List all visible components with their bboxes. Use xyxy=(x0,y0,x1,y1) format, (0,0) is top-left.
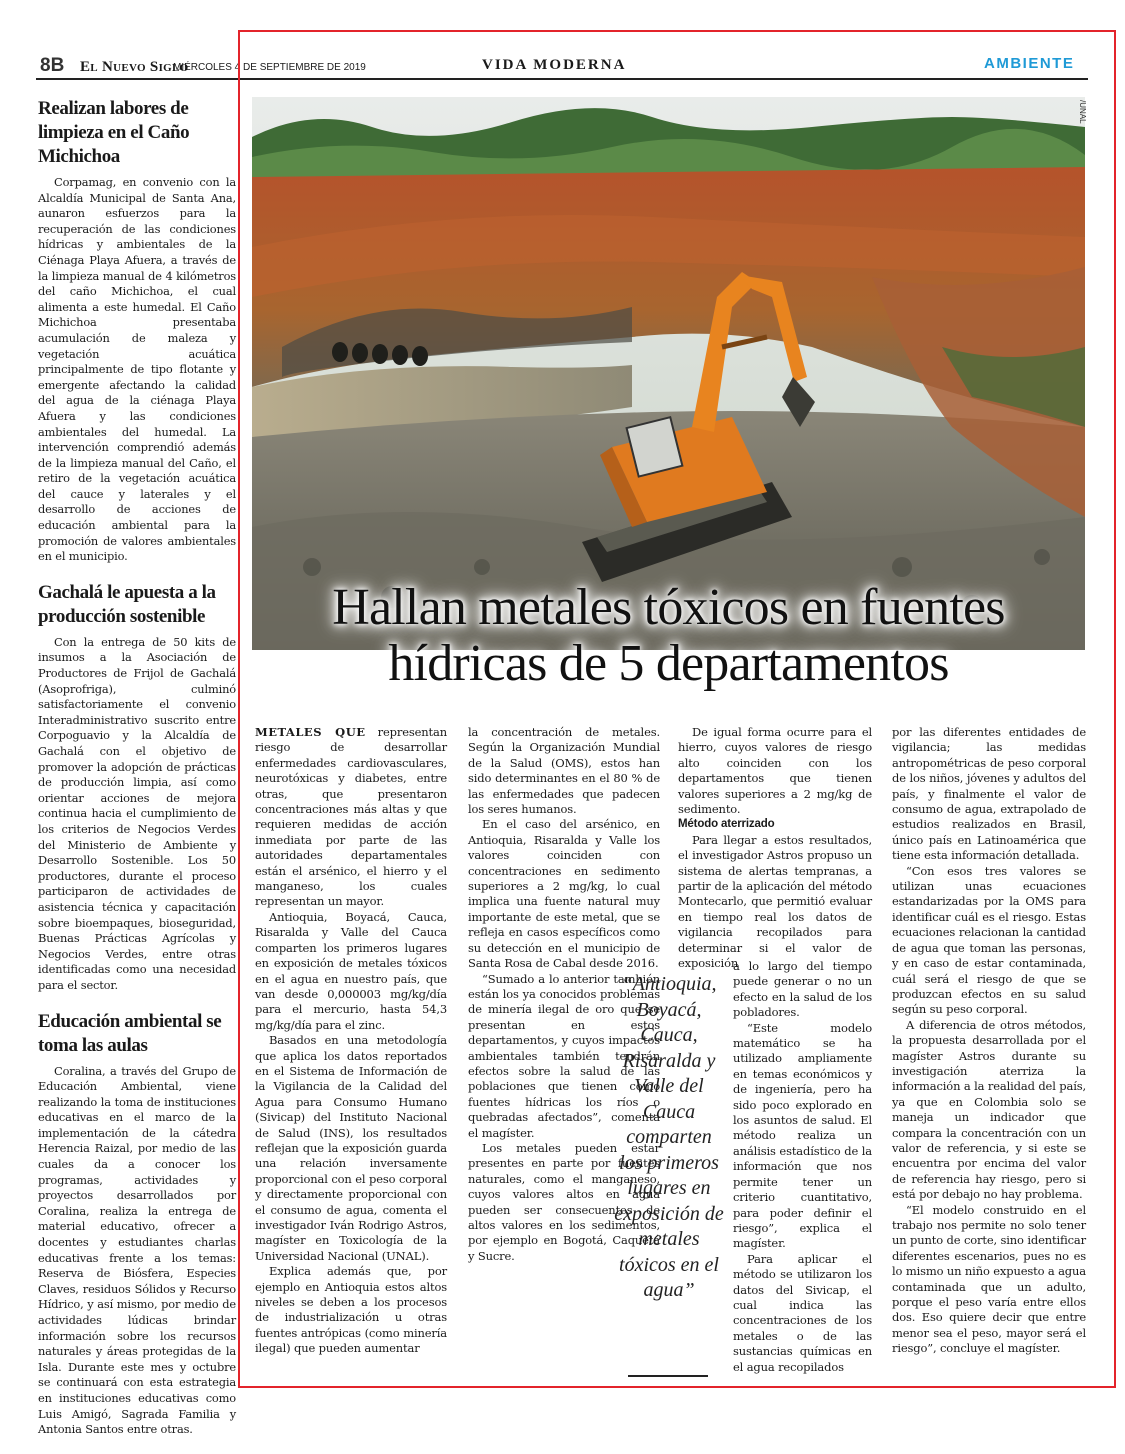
article-paragraph: a lo largo del tiempo puede generar o no un efecto en la salud de los pobladores. xyxy=(733,959,872,1020)
article-paragraph: por las diferentes entidades de vigilancia; las medidas antropométricas de peso corporal de los niños, jóvenes y adultos del país, y finalmente el valor de consumo de agua, extrapolado de estudios realizados en Brasil, único país en Latinoamérica que tiene esta información detallada. xyxy=(892,725,1086,863)
pull-quote: “Antioquia, Boyacá, Cauca, Risaralda y Valle del Cauca comparten los primeros lugares en exposición de metales tóxicos en el agua” xyxy=(614,973,724,1301)
article-headline: Hallan metales tóxicos en fuentes hídricas de 5 departamentos xyxy=(332,579,1005,692)
brief-title: Gachalá le apuesta a la producción sostenible xyxy=(38,581,216,627)
article-paragraph: Los metales pueden estar presentes en parte por fuentes naturales, como el manganeso, cuyos valores altos en agua pueden ser consecuentes de altos valores en los sedimentos, por ejemplo en Bogotá, Caquetá y Sucre. xyxy=(468,1140,660,1263)
article-paragraph: A diferencia de otros métodos, la propuesta desarrollada por el magíster Astros durante su investigación aterriza la información a la realidad del país, ya que en Colombia solo se maneja un indicador que compara la concentración con un valor de referencia, y si este se encuentra por encima del valor de referencia hay riesgo, pero si está por debajo no hay problema. xyxy=(892,1017,1086,1202)
highlight-frame xyxy=(238,30,1116,1388)
photo-credit: /UNAL xyxy=(1078,100,1087,124)
brief-title: Educación ambiental se toma las aulas xyxy=(38,1010,222,1056)
brief-body: Coralina, a través del Grupo de Educación Ambiental, viene realizando la toma de instituciones educativas en el marco de la implementación de la cátedra Herencia Raizal, por medio de las cuales da a conocer los programas, actividades y proyectos desarrollados por Coralina, realiza la entrega de material educativo, ofrecer a docentes y estudiantes charlas educativas frente a los temas: Reserva de Biósfera, Especies Claves, residuos Sólidos y Recurso Hídrico, y así mismo, por medio de actividades lúdicas brindar información sobre los recursos naturales y áreas protegidas de la Isla. Durante este mes y octubre se continuará con esta estrategia en instituciones educativas como Luis Amigó, Sagrada Familia y Antonia Santos entre otras. xyxy=(38,1063,236,1437)
brief-body: Corpamag, en convenio con la Alcaldía Municipal de Santa Ana, aunaron esfuerzos para la recuperación de las condiciones hídricas y ambientales de la Ciénaga Playa Afuera, a través de la limpieza manual de 4 kilómetros del caño Michichoa, el cual alimenta a este humedal. El Caño Michichoa presentaba acumulación de maleza y vegetación acuática principalmente de tipo flotante y emergente afectando la calidad del agua de la ciénaga Playa Afuera y las condiciones ambientales del humedal. La intervención comprendió además de la limpieza manual del Caño, el retiro de la vegetación acuática del cauce y laterales y el desarrollo de acciones de educación ambiental para la promoción de valores ambientales en el municipio. xyxy=(38,175,236,564)
article-paragraph: Para aplicar el método se utilizaron los datos del Sivicap, el cual indica las concentraciones de los metales o de las sustancias químicas en el agua recopilados xyxy=(733,1251,872,1374)
article-paragraph: “Este modelo matemático se ha utilizado ampliamente en temas económicos y de ingeniería, pero ha sido poco explorado en los asuntos de salud. El método realiza un análisis estadístico de la información que nos permite tener un criterio cuantitativo, para poder definir el riesgo”, explica el magíster. xyxy=(733,1020,872,1251)
article-subhead: Método aterrizado xyxy=(678,818,775,831)
article-paragraph: “El modelo construido en el trabajo nos permite no solo tener un punto de corte, sino identificar diferentes escenarios, pues no es lo mismo un niño expuesto a agua contaminada que un adulto, porque el peso varía entre ellos dos. Eso quiere decir que entre menor sea el peso, mayor será el riesgo”, concluye el magíster. xyxy=(892,1202,1086,1356)
article-paragraph: “Sumado a lo anterior también están los ya conocidos problemas de minería ilegal de oro que se presentan en estos departamentos, y cuyos impactos ambientales también tendrán efectos sobre la salud de las poblaciones que tienen como fuentes hídricas los ríos o quebradas afectados”, comenta el magíster. xyxy=(468,971,660,1140)
article-paragraph: De igual forma ocurre para el hierro, cuyos valores de riesgo alto coinciden con los departamentos que tienen valores superiores a 2 mg/kg de sedimento. xyxy=(678,725,872,817)
page-number: 8B xyxy=(40,55,65,76)
article-paragraph: Antioquia, Boyacá, Cauca, Risaralda y Valle del Cauca comparten los primeros lugares en exposición de metales tóxicos en el agua en nuestro país, que van desde 0,000003 mg/kg/día para el mercurio, hasta 54,3 mg/kg/día para el zinc. xyxy=(255,909,447,1032)
article-paragraph: la concentración de metales. Según la Organización Mundial de la Salud (OMS), estos han sido determinantes en el 80 % de las enfermedades que padecen los seres humanos. xyxy=(468,725,660,817)
newspaper-name: El Nuevo Siglo xyxy=(80,59,189,75)
section-title: VIDA MODERNA xyxy=(482,57,627,73)
publication-date: MIÉRCOLES 4 DE SEPTIEMBRE DE 2019 xyxy=(173,62,366,73)
article-paragraph: Basados en una metodología que aplica los datos reportados en el Sistema de Información de la Vigilancia de la Calidad del Agua para Consumo Humano (Sivicap) del Instituto Nacional de Salud (INS), los resultados reflejan que la exposición guarda una relación inversamente proporcional con el peso corporal y directamente proporcional con el consumo de agua, comenta el investigador Iván Rodrigo Astros, magíster en Toxicología de la Universidad Nacional (UNAL). xyxy=(255,1033,447,1263)
section-label: AMBIENTE xyxy=(984,55,1075,72)
brief-body: Con la entrega de 50 kits de insumos a la Asociación de Productores de Frijol de Gachalá (Asoprofriga), culminó satisfactoriamente el convenio Interadministrativo suscrito entre Corpoguavio y la Alcaldía de Gachalá con el objetivo de promover la adopción de prácticas de producción limpia, así como orientar acciones de mejora continua hacia el cumplimiento de los criterios de Negocios Verdes del Ministerio de Ambiente y Desarrollo Sostenible. Los 50 productores, durante el proceso participaron de actividades de asistencia técnica y capacitación sobre bioempaques, bioseguridad, Buenas Prácticas Agrícolas y Negocios Verdes, entre otras identificadas como una necesidad para el sector. xyxy=(38,634,236,992)
article-paragraph: “Con esos tres valores se utilizan unas ecuaciones estandarizadas por la OMS para identificar cuál es el riesgo. Estas ecuaciones relacionan la cantidad de agua que toman las personas, y en caso de estar contaminada, cuál será el riesgo de que se produzcan efectos en su salud según su peso corporal. xyxy=(892,863,1086,1017)
article-paragraph: En el caso del arsénico, en Antioquia, Risaralda y Valle los valores coinciden con concentraciones en sedimento superiores a 2 mg/kg, lo cual implica una fuente natural muy importante de este metal, que se refleja en casos específicos como su detección en el municipio de Santa Rosa de Cabal desde 2016. xyxy=(468,817,660,971)
sidebar-briefs xyxy=(38,97,236,1454)
article-paragraph: Para llegar a estos resultados, el investigador Astros propuso un sistema de alertas tempranas, a partir de la aplicación del método Montecarlo, que permitió evaluar en tiempo real los datos de vigilancia recopilados para determinar si el valor de exposición xyxy=(678,832,872,971)
article-paragraph: Explica además que, por ejemplo en Antioquia estos altos niveles se deben a los procesos de industrialización u otras fuentes antrópicas (como minería ilegal) que pueden aumentar xyxy=(255,1264,447,1356)
brief-title: Realizan labores de limpieza en el Caño Michichoa xyxy=(38,98,190,167)
lead-text: representan riesgo de desarrollar enfermedades cardiovasculares, neurotóxicas y diabetes, entre otras, que presentaron concentraciones más altas y que requieren medidas de acción inmediata por parte de las autoridades departamentales están el arsénico, el hierro y el manganeso, los cuales representan un mayor. xyxy=(255,725,447,909)
lead-words: METALES QUE xyxy=(255,725,366,739)
